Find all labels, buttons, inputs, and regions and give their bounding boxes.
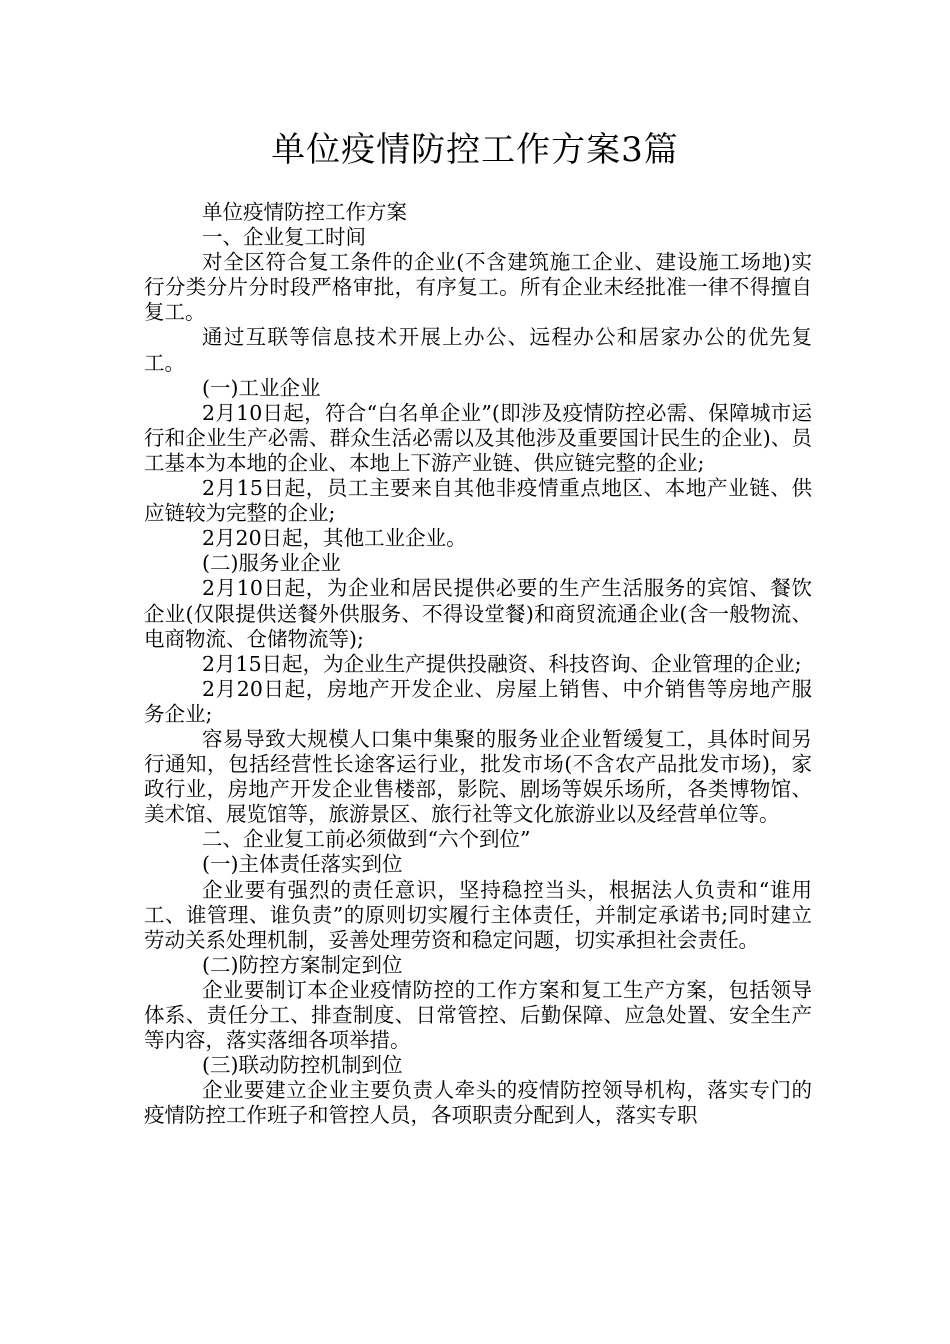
document-title: 单位疫情防控工作方案3篇	[271, 130, 679, 170]
paragraph: 对全区符合复工条件的企业(不含建筑施工企业、建设施工场地)实行分类分片分时段严格审批，有序复工。所有企业未经批准一律不得擅自复工。	[144, 250, 812, 325]
paragraph: 2月10日起，为企业和居民提供必要的生产生活服务的宾馆、餐饮企业(仅限提供送餐外供服务、不得设堂餐)和商贸流通企业(含一般物流、电商物流、仓储物流等);	[144, 576, 812, 651]
paragraph: 单位疫情防控工作方案	[202, 200, 407, 224]
subsection-heading: (一)主体责任落实到位	[202, 852, 403, 877]
document-body	[144, 200, 812, 1128]
section-heading: 一、企业复工时间	[202, 225, 366, 250]
subsection-heading: (三)联动防控机制到位	[202, 1053, 403, 1078]
paragraph: 2月15日起，为企业生产提供投融资、科技咨询、企业管理的企业;	[202, 651, 802, 676]
paragraph: 2月10日起，符合“白名单企业”(即涉及疫情防控必需、保障城市运行和企业生产必需、群众生活必需以及其他涉及重要国计民生的企业)、员工基本为本地的企业、本地上下游产业链、供应链完整的企业;	[144, 400, 812, 475]
subsection-heading: (一)工业企业	[202, 375, 321, 400]
paragraph: 2月20日起，房地产开发企业、房屋上销售、中介销售等房地产服务企业;	[144, 676, 812, 726]
subsection-heading: (二)服务业企业	[202, 551, 341, 576]
paragraph: 容易导致大规模人口集中集聚的服务业企业暂缓复工，具体时间另行通知，包括经营性长途客运行业，批发市场(不含农产品批发市场)，家政行业，房地产开发企业售楼部，影院、剧场等娱乐场所，各类博物馆、美术馆、展览馆等，旅游景区、旅行社等文化旅游业以及经营单位等。	[144, 726, 812, 827]
paragraph: 企业要建立企业主要负责人牵头的疫情防控领导机构，落实专门的疫情防控工作班子和管控人员，各项职责分配到人，落实专职	[144, 1078, 812, 1128]
paragraph: 2月15日起，员工主要来自其他非疫情重点地区、本地产业链、供应链较为完整的企业;	[144, 476, 812, 526]
paragraph: 2月20日起，其他工业企业。	[202, 526, 467, 551]
paragraph: 企业要制订本企业疫情防控的工作方案和复工生产方案，包括领导体系、责任分工、排查制度、日常管控、后勤保障、应急处置、安全生产等内容，落实落细各项举措。	[144, 977, 812, 1053]
section-heading: 二、企业复工前必须做到“六个到位”	[202, 827, 531, 852]
subsection-heading: (二)防控方案制定到位	[202, 952, 403, 977]
paragraph: 通过互联等信息技术开展上办公、远程办公和居家办公的优先复工。	[144, 325, 812, 375]
paragraph: 企业要有强烈的责任意识，坚持稳控当头，根据法人负责和“谁用工、谁管理、谁负责”的原则切实履行主体责任，并制定承诺书;同时建立劳动关系处理机制，妥善处理劳资和稳定问题，切实承担社会责任。	[144, 877, 812, 952]
